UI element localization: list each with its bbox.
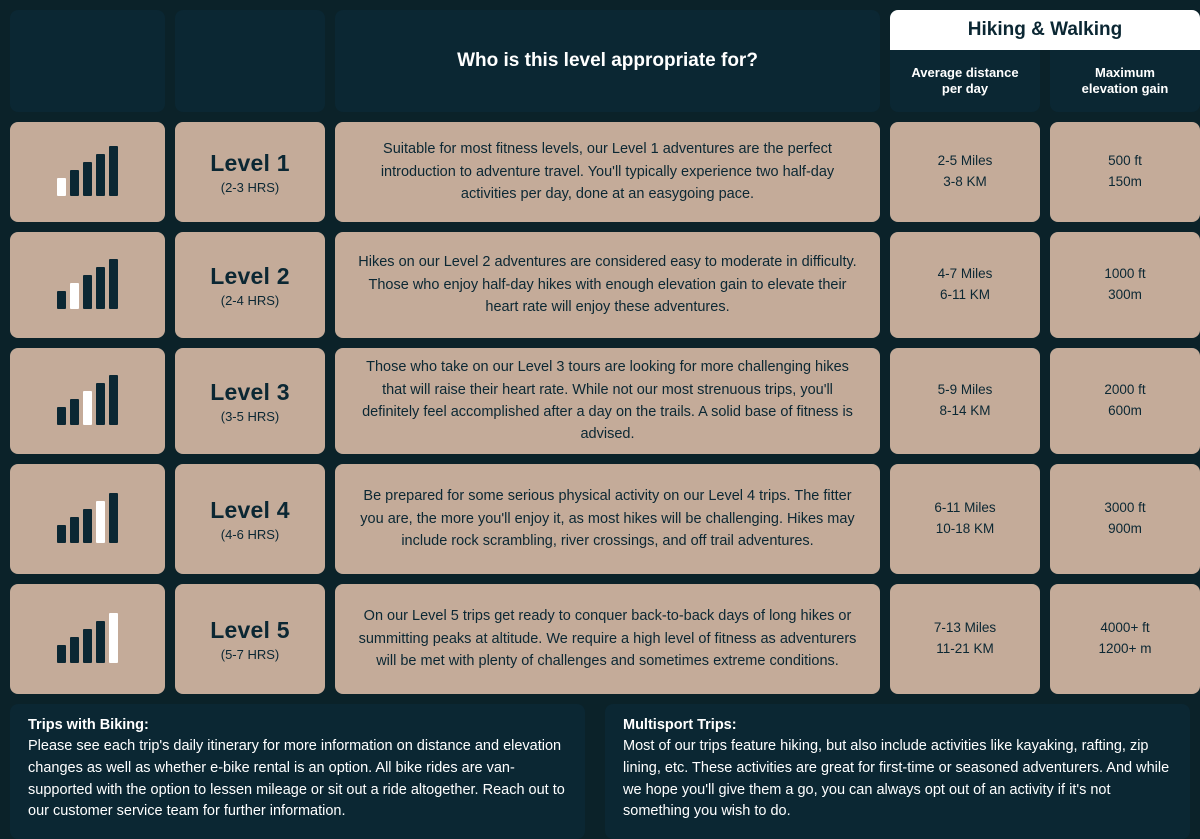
- distance-miles: 2-5 Miles: [937, 153, 993, 169]
- header-max-elevation-line1: Maximum: [1095, 64, 1155, 80]
- note-multisport: [605, 704, 1190, 839]
- row-distance-cell: [890, 348, 1040, 454]
- distance-miles: 5-9 Miles: [937, 382, 993, 398]
- difficulty-bar-1: [57, 291, 66, 309]
- row-elevation-cell: [1050, 122, 1200, 222]
- level-description: Hikes on our Level 2 adventures are considered easy to moderate in difficulty. Those who enjoy half-day hikes with enough elevation gain to elevate their heart rate will enjoy these adventures.: [358, 254, 857, 316]
- elevation-feet: 1000 ft: [1104, 266, 1146, 282]
- row-level-cell: [175, 122, 325, 222]
- elevation-meters: 300m: [1108, 287, 1142, 302]
- row-description-cell: [335, 464, 880, 574]
- footer-notes: [10, 704, 1190, 839]
- note-multisport-title: Multisport Trips:: [623, 717, 737, 733]
- header-avg-distance-line1: Average distance: [911, 64, 1019, 80]
- level-hours: (2-3 HRS): [220, 179, 280, 195]
- note-biking-title: Trips with Biking:: [28, 717, 149, 733]
- row-description-cell: [335, 348, 880, 454]
- difficulty-bar-5: [109, 146, 118, 196]
- distance-km: 11-21 KM: [936, 641, 994, 656]
- difficulty-bar-3: [83, 391, 92, 425]
- difficulty-bar-2: [70, 399, 79, 425]
- level-name: Level 5: [210, 616, 290, 643]
- row-elevation-cell: [1050, 348, 1200, 454]
- difficulty-bars-icon: [57, 615, 118, 663]
- difficulty-bar-4: [96, 383, 105, 425]
- row-icon-cell: [10, 122, 165, 222]
- difficulty-bar-1: [57, 407, 66, 425]
- level-name: Level 4: [210, 496, 290, 523]
- level-description: Those who take on our Level 3 tours are looking for more challenging hikes that will raise their heart rate. While not our most strenuous trips, you'll definitely feel accomplished after a day on the trails. A solid base of fitness is advised.: [362, 359, 853, 443]
- row-level-cell: [175, 232, 325, 338]
- note-biking: [10, 704, 585, 839]
- header-question-cell: [335, 10, 880, 112]
- header-max-elevation: [1050, 50, 1200, 112]
- difficulty-bar-5: [109, 375, 118, 425]
- elevation-meters: 900m: [1108, 521, 1142, 536]
- level-description: Be prepared for some serious physical activity on our Level 4 trips. The fitter you are, the more you'll enjoy it, as most hikes will be challenging. Hikes may include rock scrambling, river crossings, and off trail adventures.: [360, 488, 855, 550]
- distance-km: 3-8 KM: [943, 174, 987, 189]
- elevation-meters: 600m: [1108, 403, 1142, 418]
- difficulty-bar-2: [70, 637, 79, 663]
- row-description-cell: [335, 584, 880, 694]
- table-header-row: [10, 10, 1190, 112]
- difficulty-bar-3: [83, 509, 92, 543]
- difficulty-bar-2: [70, 170, 79, 196]
- difficulty-bar-1: [57, 178, 66, 196]
- header-level-cell: [175, 10, 325, 112]
- difficulty-bar-3: [83, 629, 92, 663]
- level-hours: (5-7 HRS): [220, 646, 280, 662]
- difficulty-bars-icon: [57, 377, 118, 425]
- row-icon-cell: [10, 232, 165, 338]
- difficulty-bars-icon: [57, 261, 118, 309]
- row-icon-cell: [10, 464, 165, 574]
- difficulty-bar-4: [96, 501, 105, 543]
- note-multisport-body: Most of our trips feature hiking, but also include activities like kayaking, rafting, zip lining, etc. These activities are great for first-time or seasoned adventurers. And while we hope you'll give them a go, you can always opt out of an activity if it's not something you wish to do.: [623, 738, 1170, 820]
- elevation-meters: 150m: [1108, 174, 1142, 189]
- distance-km: 6-11 KM: [939, 287, 991, 302]
- level-hours: (3-5 HRS): [220, 408, 280, 424]
- row-distance-cell: [890, 584, 1040, 694]
- difficulty-bar-2: [70, 517, 79, 543]
- elevation-feet: 4000+ ft: [1100, 620, 1150, 636]
- distance-miles: 7-13 Miles: [933, 620, 997, 636]
- row-distance-cell: [890, 122, 1040, 222]
- row-level-cell: [175, 464, 325, 574]
- difficulty-bar-3: [83, 275, 92, 309]
- row-description-cell: [335, 232, 880, 338]
- level-name: Level 1: [210, 149, 290, 176]
- row-elevation-cell: [1050, 464, 1200, 574]
- level-name: Level 3: [210, 378, 290, 405]
- difficulty-bar-5: [109, 613, 118, 663]
- header-avg-distance-line2: per day: [941, 81, 989, 96]
- row-icon-cell: [10, 584, 165, 694]
- header-hiking-group: [890, 10, 1200, 112]
- distance-km: 8-14 KM: [939, 403, 991, 418]
- level-description: On our Level 5 trips get ready to conquer back-to-back days of long hikes or summitting peaks at altitude. We require a high level of fitness as adventurers will be met with plenty of challenges and sometimes extreme conditions.: [358, 608, 857, 670]
- difficulty-bar-2: [70, 283, 79, 309]
- difficulty-bar-4: [96, 621, 105, 663]
- difficulty-bar-1: [57, 645, 66, 663]
- row-description-cell: [335, 122, 880, 222]
- distance-miles: 6-11 Miles: [934, 500, 996, 516]
- elevation-meters: 1200+ m: [1098, 641, 1152, 656]
- row-distance-cell: [890, 464, 1040, 574]
- row-distance-cell: [890, 232, 1040, 338]
- level-hours: (4-6 HRS): [220, 526, 280, 542]
- distance-miles: 4-7 Miles: [937, 266, 993, 282]
- note-biking-body: Please see each trip's daily itinerary for more information on distance and elevation changes as well as whether e-bike rental is an option. All bike rides are van-supported with the option to lessen mileage or sit out a ride altogether. Reach out to our customer service team for further information.: [28, 738, 565, 820]
- header-hiking-title-label: Hiking & Walking: [967, 19, 1123, 40]
- elevation-feet: 3000 ft: [1104, 500, 1146, 516]
- difficulty-bar-5: [109, 259, 118, 309]
- table-body: [10, 122, 1190, 694]
- difficulty-bar-4: [96, 267, 105, 309]
- header-max-elevation-line2: elevation gain: [1081, 81, 1169, 96]
- row-level-cell: [175, 584, 325, 694]
- level-hours: (2-4 HRS): [220, 292, 280, 308]
- level-description: Suitable for most fitness levels, our Level 1 adventures are the perfect introduction to adventure travel. You'll typically experience two half-day activities per day, done at an easygoing pace.: [380, 141, 835, 203]
- level-name: Level 2: [210, 262, 290, 289]
- header-avg-distance: [890, 50, 1040, 112]
- difficulty-bar-1: [57, 525, 66, 543]
- distance-km: 10-18 KM: [935, 521, 995, 536]
- row-elevation-cell: [1050, 232, 1200, 338]
- elevation-feet: 500 ft: [1108, 153, 1142, 169]
- difficulty-bars-icon: [57, 148, 118, 196]
- header-icon-cell: [10, 10, 165, 112]
- header-question-label: Who is this level appropriate for?: [457, 50, 758, 71]
- elevation-feet: 2000 ft: [1104, 382, 1146, 398]
- difficulty-bar-5: [109, 493, 118, 543]
- difficulty-bar-3: [83, 162, 92, 196]
- row-icon-cell: [10, 348, 165, 454]
- row-elevation-cell: [1050, 584, 1200, 694]
- row-level-cell: [175, 348, 325, 454]
- header-hiking-title: [890, 10, 1200, 50]
- difficulty-bars-icon: [57, 495, 118, 543]
- difficulty-bar-4: [96, 154, 105, 196]
